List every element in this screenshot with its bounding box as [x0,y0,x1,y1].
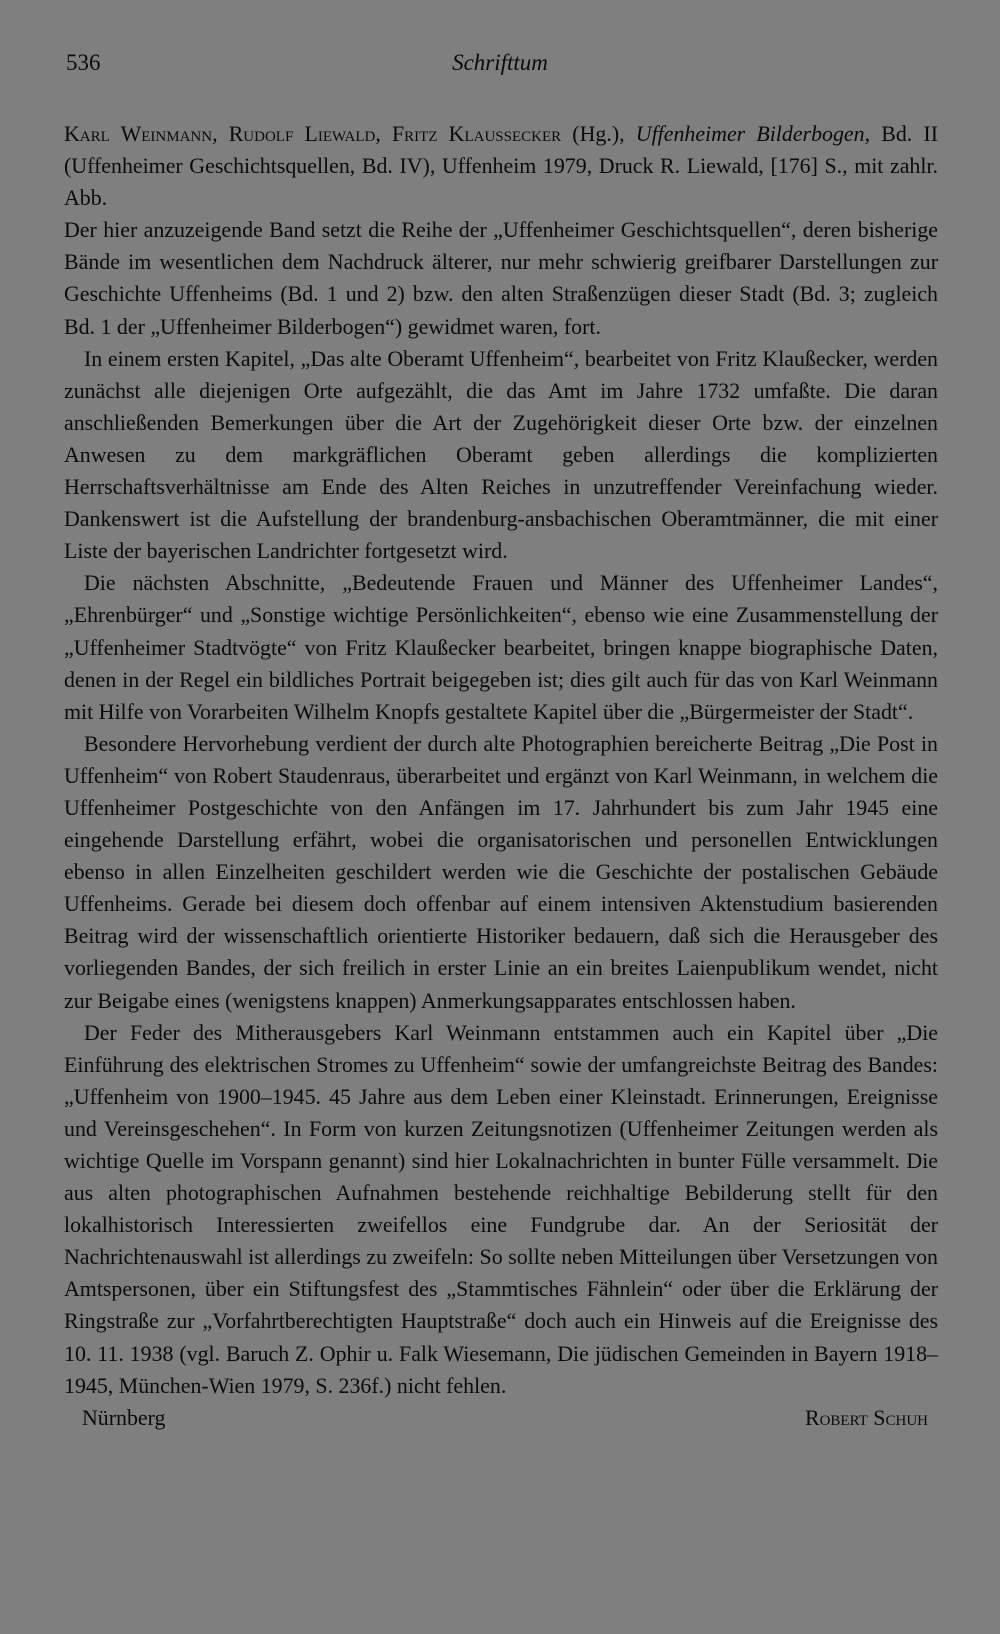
paragraph-4: Besondere Hervorhebung verdient der durch alte Photographien bereicherte Beitrag „Die Post in Uffenheim“ von Robert Staudenraus, überarbeitet und ergänzt von Karl Weinmann, in welchem die Uffenheimer Postgeschichte von den Anfängen im 17. Jahrhundert bis zum Jahr 1945 eine eingehende Darstellung erfährt, wobei die organisatorischen und personellen Entwicklungen ebenso in allen Einzelheiten geschildert werden wie die Geschichte der postalischen Gebäude Uffenheims. Gerade bei diesem doch offenbar auf einem intensiven Aktenstudium basierenden Beitrag wird der wissenschaftlich orientierte Historiker bedauern, daß sich die Herausgeber des vorliegenden Bandes, der sich freilich in erster Linie an ein breites Laienpublikum wendet, nicht zur Beigabe eines (wenigstens knappen) Anmerkungsapparates entschlossen haben. [64,730,938,1013]
paragraph-2: In einem ersten Kapitel, „Das alte Oberamt Uffenheim“, bearbeitet von Fritz Klaußecker, werden zunächst alle diejenigen Orte aufgezählt, die das Amt im Jahre 1732 umfaßte. Die daran anschließenden Bemerkungen über die Art der Zugehörigkeit dieser Orte bzw. der einzelnen Anwesen zu dem markgräflichen Oberamt geben allerdings die komplizierten Herrschaftsverhältnisse am Ende des Alten Reiches in unzutreffender Vereinfachung wieder. Dankenswert ist die Aufstellung der brandenburg-ansbachischen Oberamtmänner, die mit einer Liste der bayerischen Landrichter fortgesetzt wird. [64,345,938,564]
signature [64,1402,938,1434]
entry-bibliographic: , Bd. II (Uffenheimer Geschichtsquellen, Bd. IV), Uffenheim 1979, Druck R. Liewald, [176] S., mit zahlr. Abb. [64,121,938,211]
bibliographic-entry [64,118,938,214]
paragraph-1: Der hier anzuzeigende Band setzt die Reihe der „Uffenheimer Geschichtsquellen“, deren bisherige Bände im wesentlichen dem Nachdruck älterer, nur mehr schwierig greifbarer Darstellungen zur Geschichte Uffenheims (Bd. 1 und 2) bzw. den alten Straßenzügen dieser Stadt (Bd. 3; zugleich Bd. 1 der „Uffenheimer Bilderbogen“) gewidmet waren, fort. [64,217,938,339]
signature-place: Nürnberg [82,1404,166,1430]
signature-reviewer: Robert Schuh [804,1404,928,1430]
page-number: 536 [66,50,101,75]
review-body [64,118,938,1434]
entry-authors: Karl Weinmann, Rudolf Liewald, Fritz Klaussecker [64,121,562,146]
entry-title: Uffenheimer Bilderbogen [635,121,865,146]
paragraph-5: Der Feder des Mitherausgebers Karl Weinmann entstammen auch ein Kapitel über „Die Einführung des elektrischen Stromes zu Uffenheim“ sowie der umfangreichste Beitrag des Bandes: „Uffenheim von 1900–1945. 45 Jahre aus dem Leben einer Kleinstadt. Erinnerungen, Ereignisse und Vereinsgeschehen“. In Form von kurzen Zeitungsnotizen (Uffenheimer Zeitungen werden als wichtige Quelle im Vorspann genannt) sind hier Lokalnachrichten in bunter Fülle versammelt. Die aus alten photographischen Aufnahmen bestehende reichhaltige Bebilderung stellt für den lokalhistorisch Interessierten zweifellos eine Fundgrube dar. An der Seriosität der Nachrichtenauswahl ist allerdings zu zweifeln: So sollte neben Mitteilungen über Versetzungen von Amtspersonen, über ein Stiftungsfest des „Stammtisches Fähnlein“ oder über die Erklärung der Ringstraße zur „Vorfahrtberechtigten Hauptstraße“ doch auch ein Hinweis auf die Ereignisse des 10. 11. 1938 (vgl. Baruch Z. Ophir u. Falk Wiesemann, Die jüdischen Gemeinden in Bayern 1918–1945, München-Wien 1979, S. 236f.) nicht fehlen. [64,1019,938,1398]
running-title: Schrifttum [452,50,548,75]
entry-editor-note: (Hg.), [561,121,636,146]
paragraph-3: Die nächsten Abschnitte, „Bedeutende Frauen und Männer des Uffenheimer Landes“, „Ehrenbürger“ und „Sonstige wichtige Persönlichkeiten“, ebenso wie eine Zusammenstellung der „Uffenheimer Stadtvögte“ von Fritz Klaußecker bearbeitet, bringen knappe biographische Daten, denen in der Regel ein bildliches Portrait beigegeben ist; dies gilt auch für das von Karl Weinmann mit Hilfe von Vorarbeiten Wilhelm Knopfs gestaltete Kapitel über die „Bürgermeister der Stadt“. [64,570,938,724]
